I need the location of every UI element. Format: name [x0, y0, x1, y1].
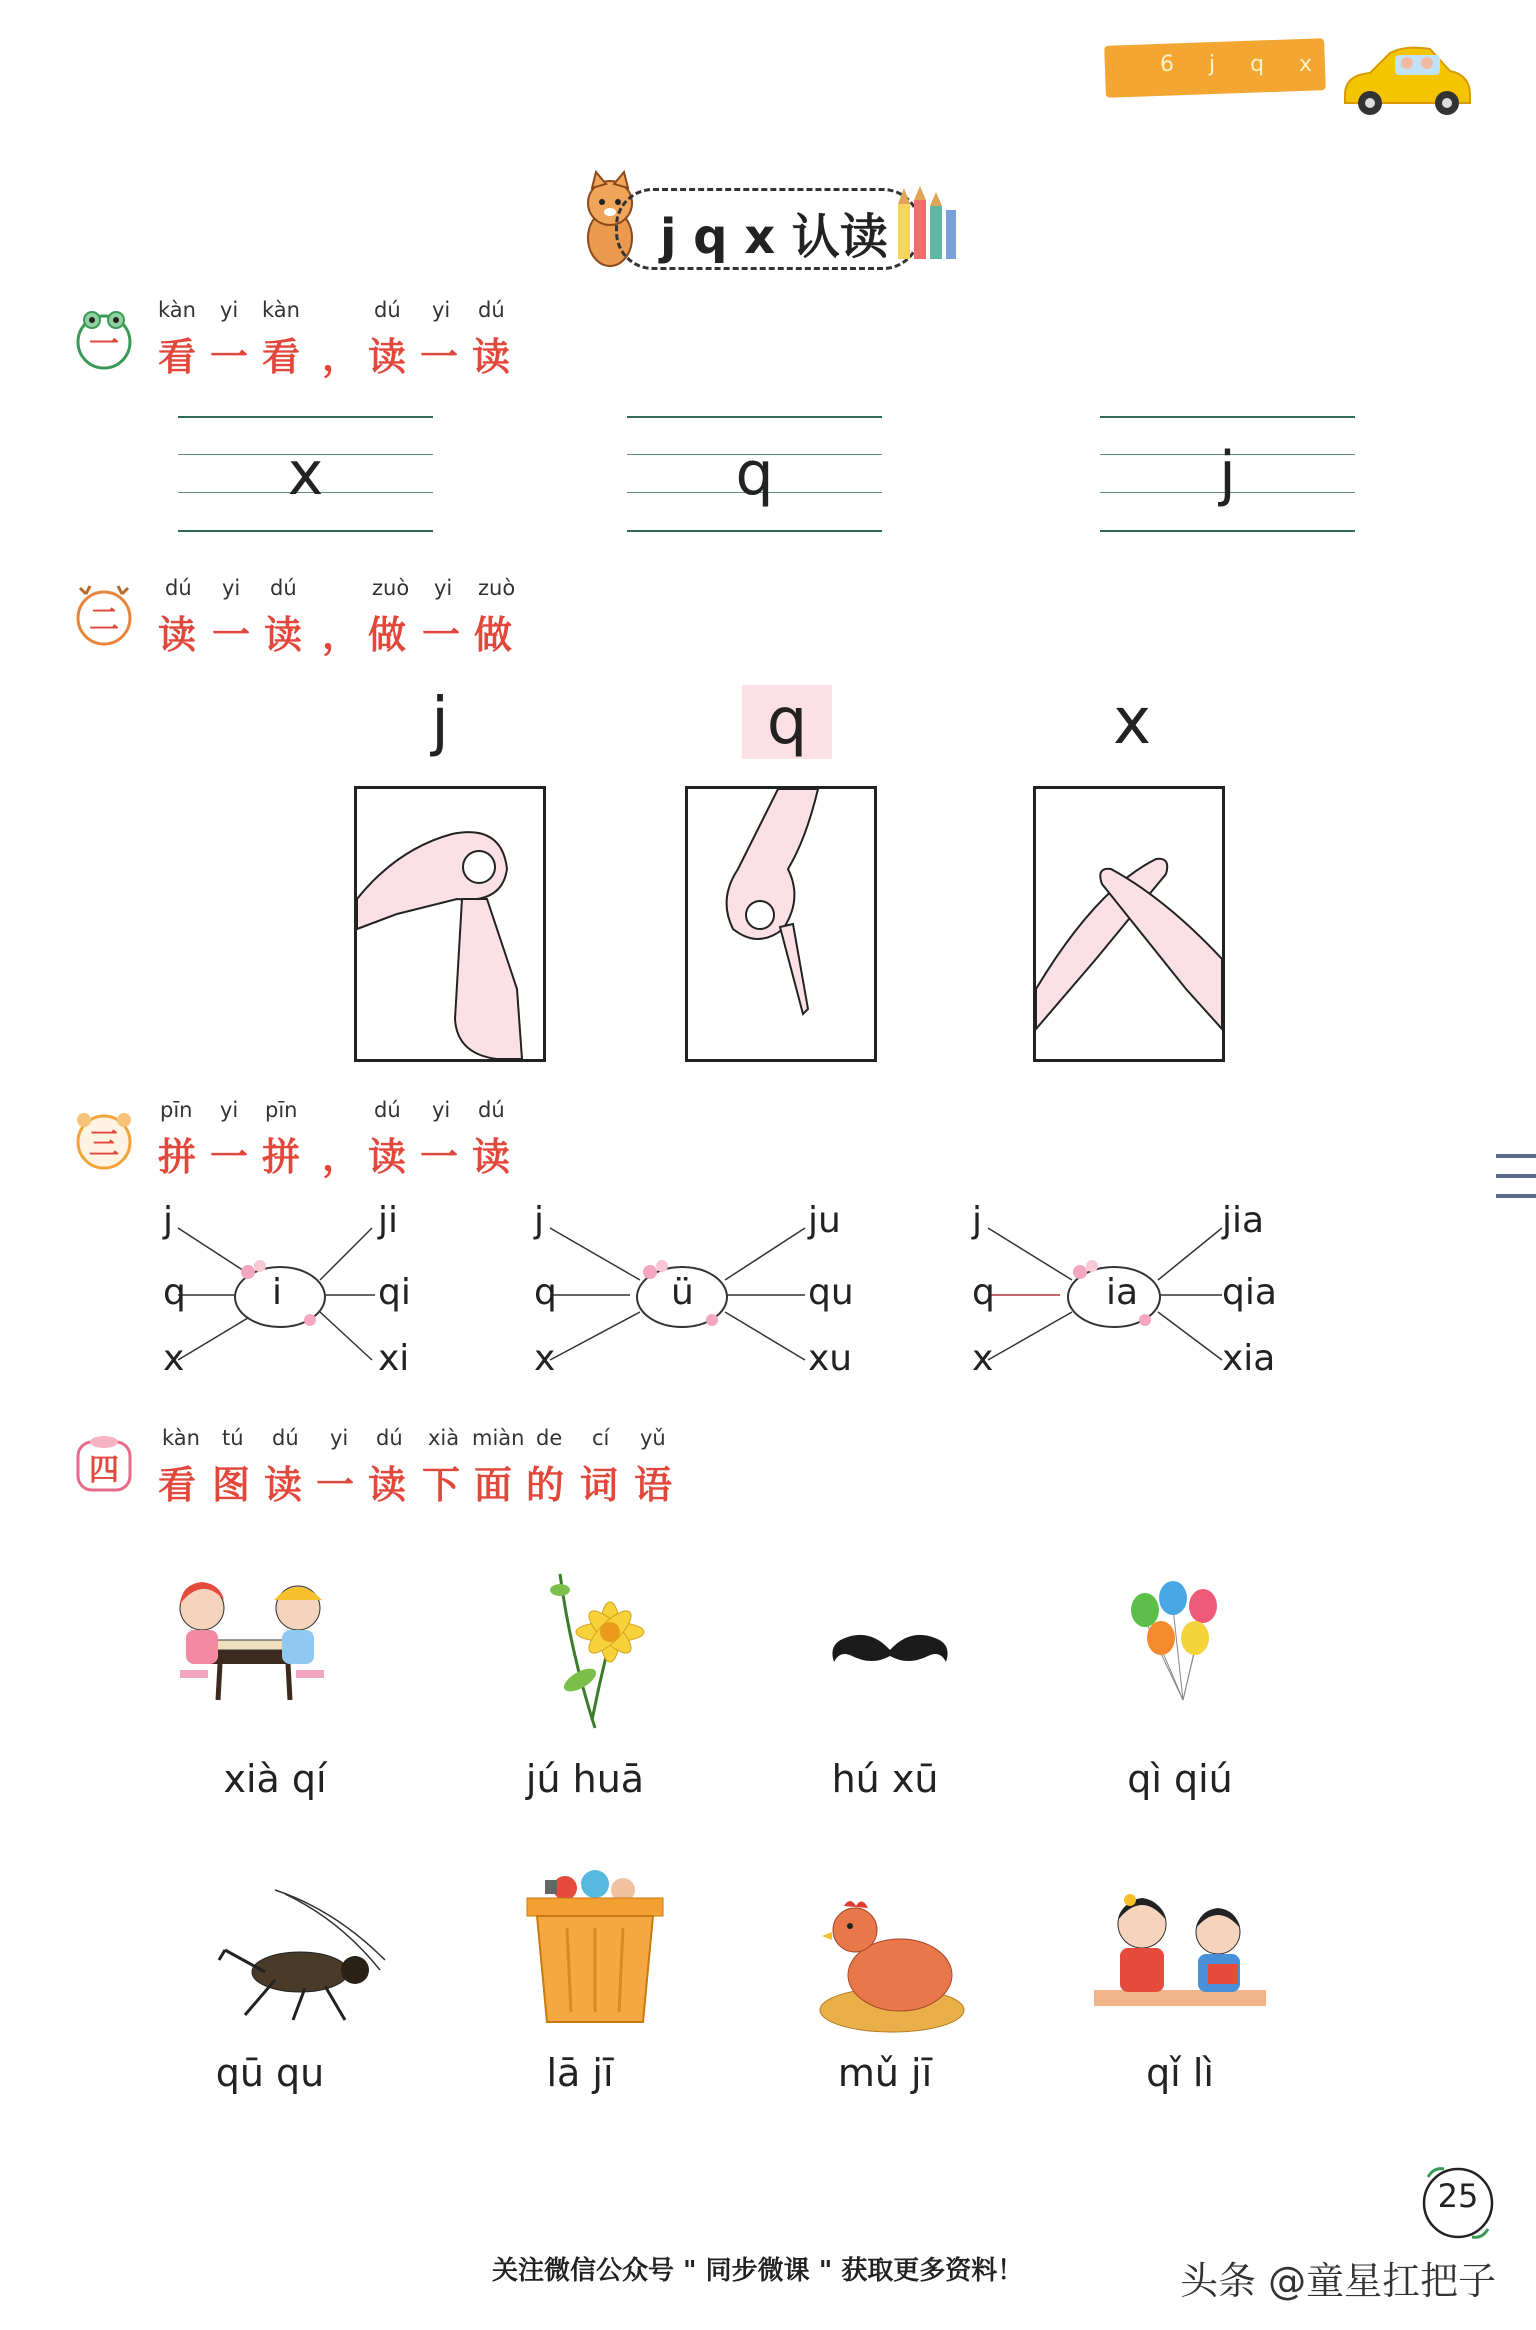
hamster-section-icon: [72, 1108, 136, 1172]
section2-hanzi-4: ，: [322, 613, 363, 657]
hand-letter-x: x: [1113, 685, 1151, 759]
hand-gesture-j-image: [354, 786, 546, 1062]
initial-x: x: [534, 1338, 556, 1379]
garbage-bin-image: [505, 1870, 685, 2030]
page-number: 25: [1437, 2177, 1479, 2215]
section2-pinyin-5: yi: [434, 576, 453, 600]
initial-q: q: [972, 1272, 995, 1313]
hand-gesture-q-image: [685, 786, 877, 1062]
four-line-grid-x: [178, 416, 433, 531]
deer-section-icon: [72, 582, 136, 646]
section1-pinyin-5: yi: [432, 298, 451, 322]
grid-letter: x: [287, 439, 324, 509]
section4-pinyin-7: miàn: [472, 1426, 525, 1450]
section3-hanzi-4: ，: [322, 1135, 363, 1179]
svg-text:三: 三: [89, 1127, 119, 1162]
section1-hanzi-4: ，: [322, 335, 363, 379]
grid-letter: q: [735, 439, 774, 509]
result-xu: xu: [808, 1338, 853, 1379]
word-hu-xu: hú xū: [831, 1757, 939, 1801]
section1-pinyin-6: dú: [478, 298, 505, 322]
initial-q: q: [534, 1272, 557, 1313]
section1-hanzi-3: 看: [262, 335, 303, 379]
section3-pinyin-2: yi: [220, 1098, 239, 1122]
banner-text: 6 j q x: [1160, 52, 1327, 77]
section4-hanzi-10: 语: [634, 1463, 675, 1507]
word-la-ji: lā jī: [546, 2051, 614, 2095]
section1-hanzi-2: 一: [210, 335, 251, 379]
page-title: j q x 认读: [660, 209, 888, 265]
frog-section-icon: [72, 306, 136, 370]
section2-hanzi-5: 做: [368, 613, 409, 657]
section3-hanzi-2: 一: [210, 1135, 251, 1179]
word-qi-li: qǐ lì: [1146, 2051, 1214, 2095]
section2-hanzi-2: 一: [212, 613, 253, 657]
word-mu-ji: mǔ jī: [837, 2051, 933, 2095]
balloons-image: [1095, 1570, 1275, 1730]
word-qi-qiu: qì qiú: [1127, 1757, 1233, 1801]
section2-pinyin-6: zuò: [478, 576, 516, 600]
hand-gesture-x-image: [1033, 786, 1225, 1062]
chrysanthemum-image: [500, 1570, 680, 1730]
initial-j: j: [163, 1200, 174, 1241]
section3-pinyin-3: pīn: [265, 1098, 298, 1122]
section1-pinyin-1: kàn: [158, 298, 196, 322]
result-xi: xi: [378, 1338, 410, 1379]
section2-hanzi-6: 一: [422, 613, 463, 657]
section3-hanzi-5: 读: [368, 1135, 409, 1179]
section3-hanzi-6: 一: [420, 1135, 461, 1179]
section4-hanzi-3: 读: [264, 1463, 305, 1507]
pencils-icon: [890, 186, 965, 266]
svg-text:四: 四: [89, 1453, 119, 1488]
section2-hanzi-1: 读: [158, 613, 199, 657]
section4-hanzi-2: 图: [212, 1463, 253, 1507]
section2-hanzi-7: 做: [474, 613, 515, 657]
initial-x: x: [163, 1338, 185, 1379]
final-ia: ia: [1106, 1272, 1139, 1313]
section4-hanzi-7: 面: [474, 1463, 515, 1507]
section1-hanzi-6: 一: [420, 335, 461, 379]
initial-x: x: [972, 1338, 994, 1379]
section3-hanzi-1: 拼: [158, 1135, 199, 1179]
mustache-image: [800, 1570, 980, 1730]
svg-text:一: 一: [89, 327, 119, 362]
section3-pinyin-1: pīn: [160, 1098, 193, 1122]
footer-promo-text: 关注微信公众号 " 同步微课 " 获取更多资料！: [492, 2256, 1024, 2286]
section4-pinyin-8: de: [536, 1426, 563, 1450]
side-menu-icon[interactable]: [1492, 1150, 1536, 1202]
kids-playing-chess-image: [160, 1570, 340, 1730]
four-line-grid-q: [627, 416, 882, 531]
section2-pinyin-3: dú: [270, 576, 297, 600]
watermark-text: 头条 @童星扛把子: [1180, 2259, 1497, 2303]
result-jia: jia: [1222, 1200, 1265, 1241]
section4-pinyin-3: dú: [272, 1426, 299, 1450]
section3-pinyin-5: yi: [432, 1098, 451, 1122]
section4-pinyin-1: kàn: [162, 1426, 200, 1450]
section4-pinyin-5: dú: [376, 1426, 403, 1450]
section4-hanzi-8: 的: [526, 1463, 567, 1507]
initial-j: j: [972, 1200, 983, 1241]
section4-hanzi-9: 词: [580, 1463, 621, 1507]
section1-pinyin-3: kàn: [262, 298, 300, 322]
section2-hanzi-3: 读: [264, 613, 305, 657]
students-standing-up-image: [1090, 1880, 1270, 2040]
result-xia: xia: [1222, 1338, 1276, 1379]
initial-j: j: [534, 1200, 545, 1241]
section3-hanzi-7: 读: [472, 1135, 513, 1179]
section4-pinyin-2: tú: [222, 1426, 244, 1450]
section4-hanzi-1: 看: [158, 1463, 199, 1507]
initial-q: q: [163, 1272, 186, 1313]
word-qu-qu: qū qu: [215, 2051, 325, 2095]
section1-pinyin-4: dú: [374, 298, 401, 322]
result-qi: qi: [378, 1272, 411, 1313]
result-qu: qu: [808, 1272, 854, 1313]
section4-hanzi-5: 读: [368, 1463, 409, 1507]
section4-hanzi-4: 一: [316, 1463, 357, 1507]
final-u-umlaut: ü: [671, 1272, 694, 1313]
grid-letter: j: [1219, 439, 1236, 509]
hen-image: [800, 1880, 980, 2040]
result-ju: ju: [808, 1200, 841, 1241]
section4-pinyin-6: xià: [428, 1426, 460, 1450]
section4-pinyin-10: yǔ: [640, 1426, 666, 1450]
section3-pinyin-4: dú: [374, 1098, 401, 1122]
section3-pinyin-6: dú: [478, 1098, 505, 1122]
section4-pinyin-4: yi: [330, 1426, 349, 1450]
final-i: i: [272, 1272, 283, 1313]
pig-section-icon: [72, 1432, 136, 1496]
section4-hanzi-6: 下: [422, 1463, 463, 1507]
section1-hanzi-1: 看: [158, 335, 199, 379]
svg-text:二: 二: [89, 603, 119, 638]
section4-pinyin-9: cí: [592, 1426, 610, 1450]
result-qia: qia: [1222, 1272, 1277, 1313]
section2-pinyin-4: zuò: [372, 576, 410, 600]
section1-hanzi-7: 读: [472, 335, 513, 379]
car-icon: [1335, 35, 1475, 125]
section3-hanzi-3: 拼: [262, 1135, 303, 1179]
hand-letter-q: q: [742, 685, 832, 759]
cricket-image: [215, 1880, 395, 2040]
result-ji: ji: [378, 1200, 399, 1241]
word-xia-qi: xià qí: [223, 1757, 327, 1801]
section1-hanzi-5: 读: [368, 335, 409, 379]
word-ju-hua: jú huā: [525, 1757, 645, 1801]
hand-letter-j: j: [431, 685, 449, 759]
four-line-grid-j: [1100, 416, 1355, 531]
section2-pinyin-2: yi: [222, 576, 241, 600]
section1-pinyin-2: yi: [220, 298, 239, 322]
section2-pinyin-1: dú: [165, 576, 192, 600]
